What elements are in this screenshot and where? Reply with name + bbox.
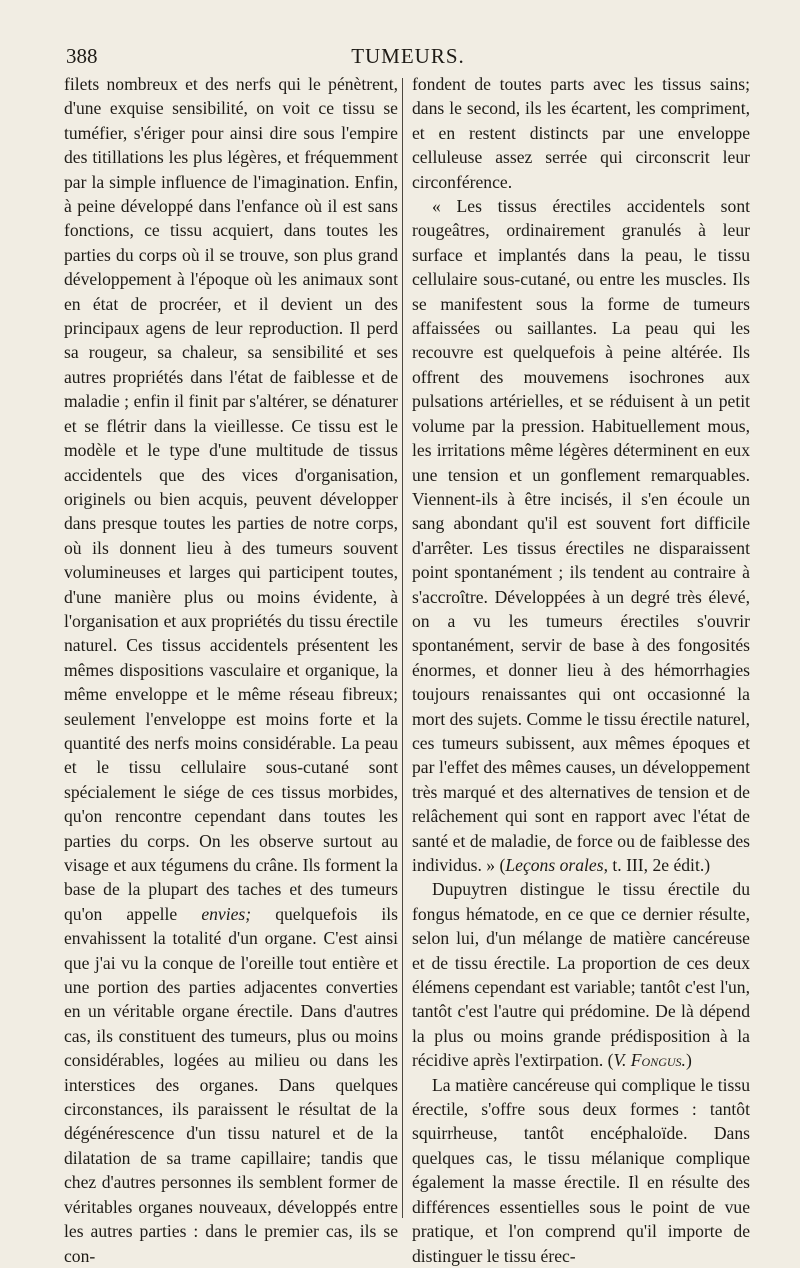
- right-paragraph-4: La matière cancéreuse qui complique le tissu érectile, s'offre sous deux formes : tantôt squirrheuse, tantôt encéphaloïde. Dans quelques cas, le tissu mélanique complique également la masse érectile. Il en résulte des différences essentielles sous le point de vue pratique, et l'on comprend qu'il importe de distinguer le tissu érec-: [412, 1074, 750, 1266]
- quote-text: « Les tissus érectiles accidentels sont rougeâtres, ordinairement granulés à leur surface et implantés dans la peau, le tissu cellulaire sous-cutané, ou entre les muscles. Ils se manifestent sous la forme de tumeurs affaissées ou saillantes. La peau qui les recouvre est quelquefois à peine altérée. Ils offrent des mouvemens isochrones aux pulsations artérielles, et se réduisent à un petit volume par la pression. Habituellement mous, les irritations même légères déterminent en eux une tension et un gonflement remarquables. Viennent-ils à être incisés, il s'en écoule un sang abondant qu'il est souvent fort difficile d'arrêter. Les tissus érectiles ne disparaissent point spontanément ; ils tendent au contraire à s'accroître. Développées à un degré très élevé, on a vu les tumeurs érectiles s'ouvrir spontanément, servir de base à des fongosités énormes, et donner lieu à des hémorrhagies toujours renaissantes qui ont occasionné la mort des sujets. Comme le tissu érectile naturel, ces tumeurs subissent, aux mêmes époques et par l'effet des mêmes causes, un développement très marqué et des alternatives de tension et de relâchement qui sont en rapport avec l'état de santé et de maladie, de force ou de faiblesse des individus. » (: [412, 196, 750, 875]
- cross-reference: V. Fongus.: [613, 1050, 686, 1071]
- right-paragraph-1: fondent de toutes parts avec les tissus sains; dans le second, ils les écartent, les compriment, et en restent distincts par une enveloppe celluleuse assez serrée qui circonscrit leur circonférence.: [412, 74, 750, 192]
- right-paragraph-3: [412, 877, 750, 1072]
- left-text-italic-envies: envies;: [201, 903, 252, 924]
- column-divider: [402, 78, 403, 1218]
- left-column-text: [64, 72, 398, 1268]
- left-text-part2: quelquefois ils envahissent la totalité d'un organe. C'est ainsi que j'ai vu la conque de l'oreille tout entière et une portion des parties adjacentes converties en un véritable organe érectile. Dans d'autres cas, ils constituent des tumeurs, plus ou moins considérables, logées au milieu ou dans les interstices des organes. Dans quelques circonstances, ils paraissent le résultat de la dégénérescence d'un tissu naturel et de la dilatation de sa trame capillaire; tandis que chez d'autres personnes ils semblent former de véritables organes nouveaux, développés entre les autres parties : dans le premier cas, ils se con-: [64, 903, 398, 1266]
- dupuytren-text: Dupuytren distingue le tissu érectile du fongus hématode, en ce que ce dernier résulte, selon lui, d'un mélange de matière cancéreuse et de tissu érectile. La proportion de ces deux élémens cependant est variable; tantôt c'est l'un, tantôt c'est l'autre qui prédomine. De là dépend la plus ou moins grande prédisposition à la récidive après l'extirpation. (: [412, 879, 750, 1071]
- page-number: 388: [66, 44, 98, 68]
- left-text-part1: filets nombreux et des nerfs qui le pénètrent, d'une exquise sensibilité, on voit ce tissu se tuméfier, s'ériger pour ainsi dire sous l'empire des titillations les plus légères, et fréquemment par la simple influence de l'imagination. Enfin, à peine développé dans l'enfance où il est sans fonctions, ce tissu acquiert, dans toutes les parties du corps où il se trouve, son plus grand développement à l'époque où les animaux sont en état de procréer, et il devient un des principaux agens de leur reproduction. Il perd sa rougeur, sa chaleur, sa sensibilité et ses autres propriétés dans l'état de faiblesse et de maladie ; enfin il finit par s'altérer, se dénaturer et se flétrir dans la vieillesse. Ce tissu est le modèle et le type d'une multitude de tissus accidentels que des vices d'organisation, originels ou bien acquis, peuvent développer dans presque toutes les parties de notre corps, où ils donnent lieu à des tumeurs souvent volumineuses et larges qui participent toutes, d'une manière plus ou moins évidente, à l'organisation et aux propriétés du tissu érectile naturel. Ces tissus accidentels présentent les mêmes dispositions vasculaire et organique, la même enveloppe et le même réseau fibreux; seulement l'enveloppe est moins forte et la quantité des nerfs moins considérable. La peau et le tissu cellulaire sous-cutané sont spécialement le siége de ces tissus morbides, qu'on rencontre cependant dans toutes les parties du corps. On les observe surtout au visage et aux tégumens du crâne. Ils forment la base de la plupart des taches et des tumeurs qu'on appelle: [64, 74, 398, 924]
- cross-reference-close: ): [685, 1050, 692, 1071]
- left-column: [64, 72, 398, 1268]
- citation-tail: , t. III, 2e édit.): [603, 855, 711, 875]
- citation-title: Leçons orales: [505, 855, 604, 875]
- right-column: [412, 72, 750, 1268]
- page-header: [66, 44, 750, 70]
- right-paragraph-2: [412, 194, 750, 877]
- running-title: TUMEURS.: [351, 44, 465, 68]
